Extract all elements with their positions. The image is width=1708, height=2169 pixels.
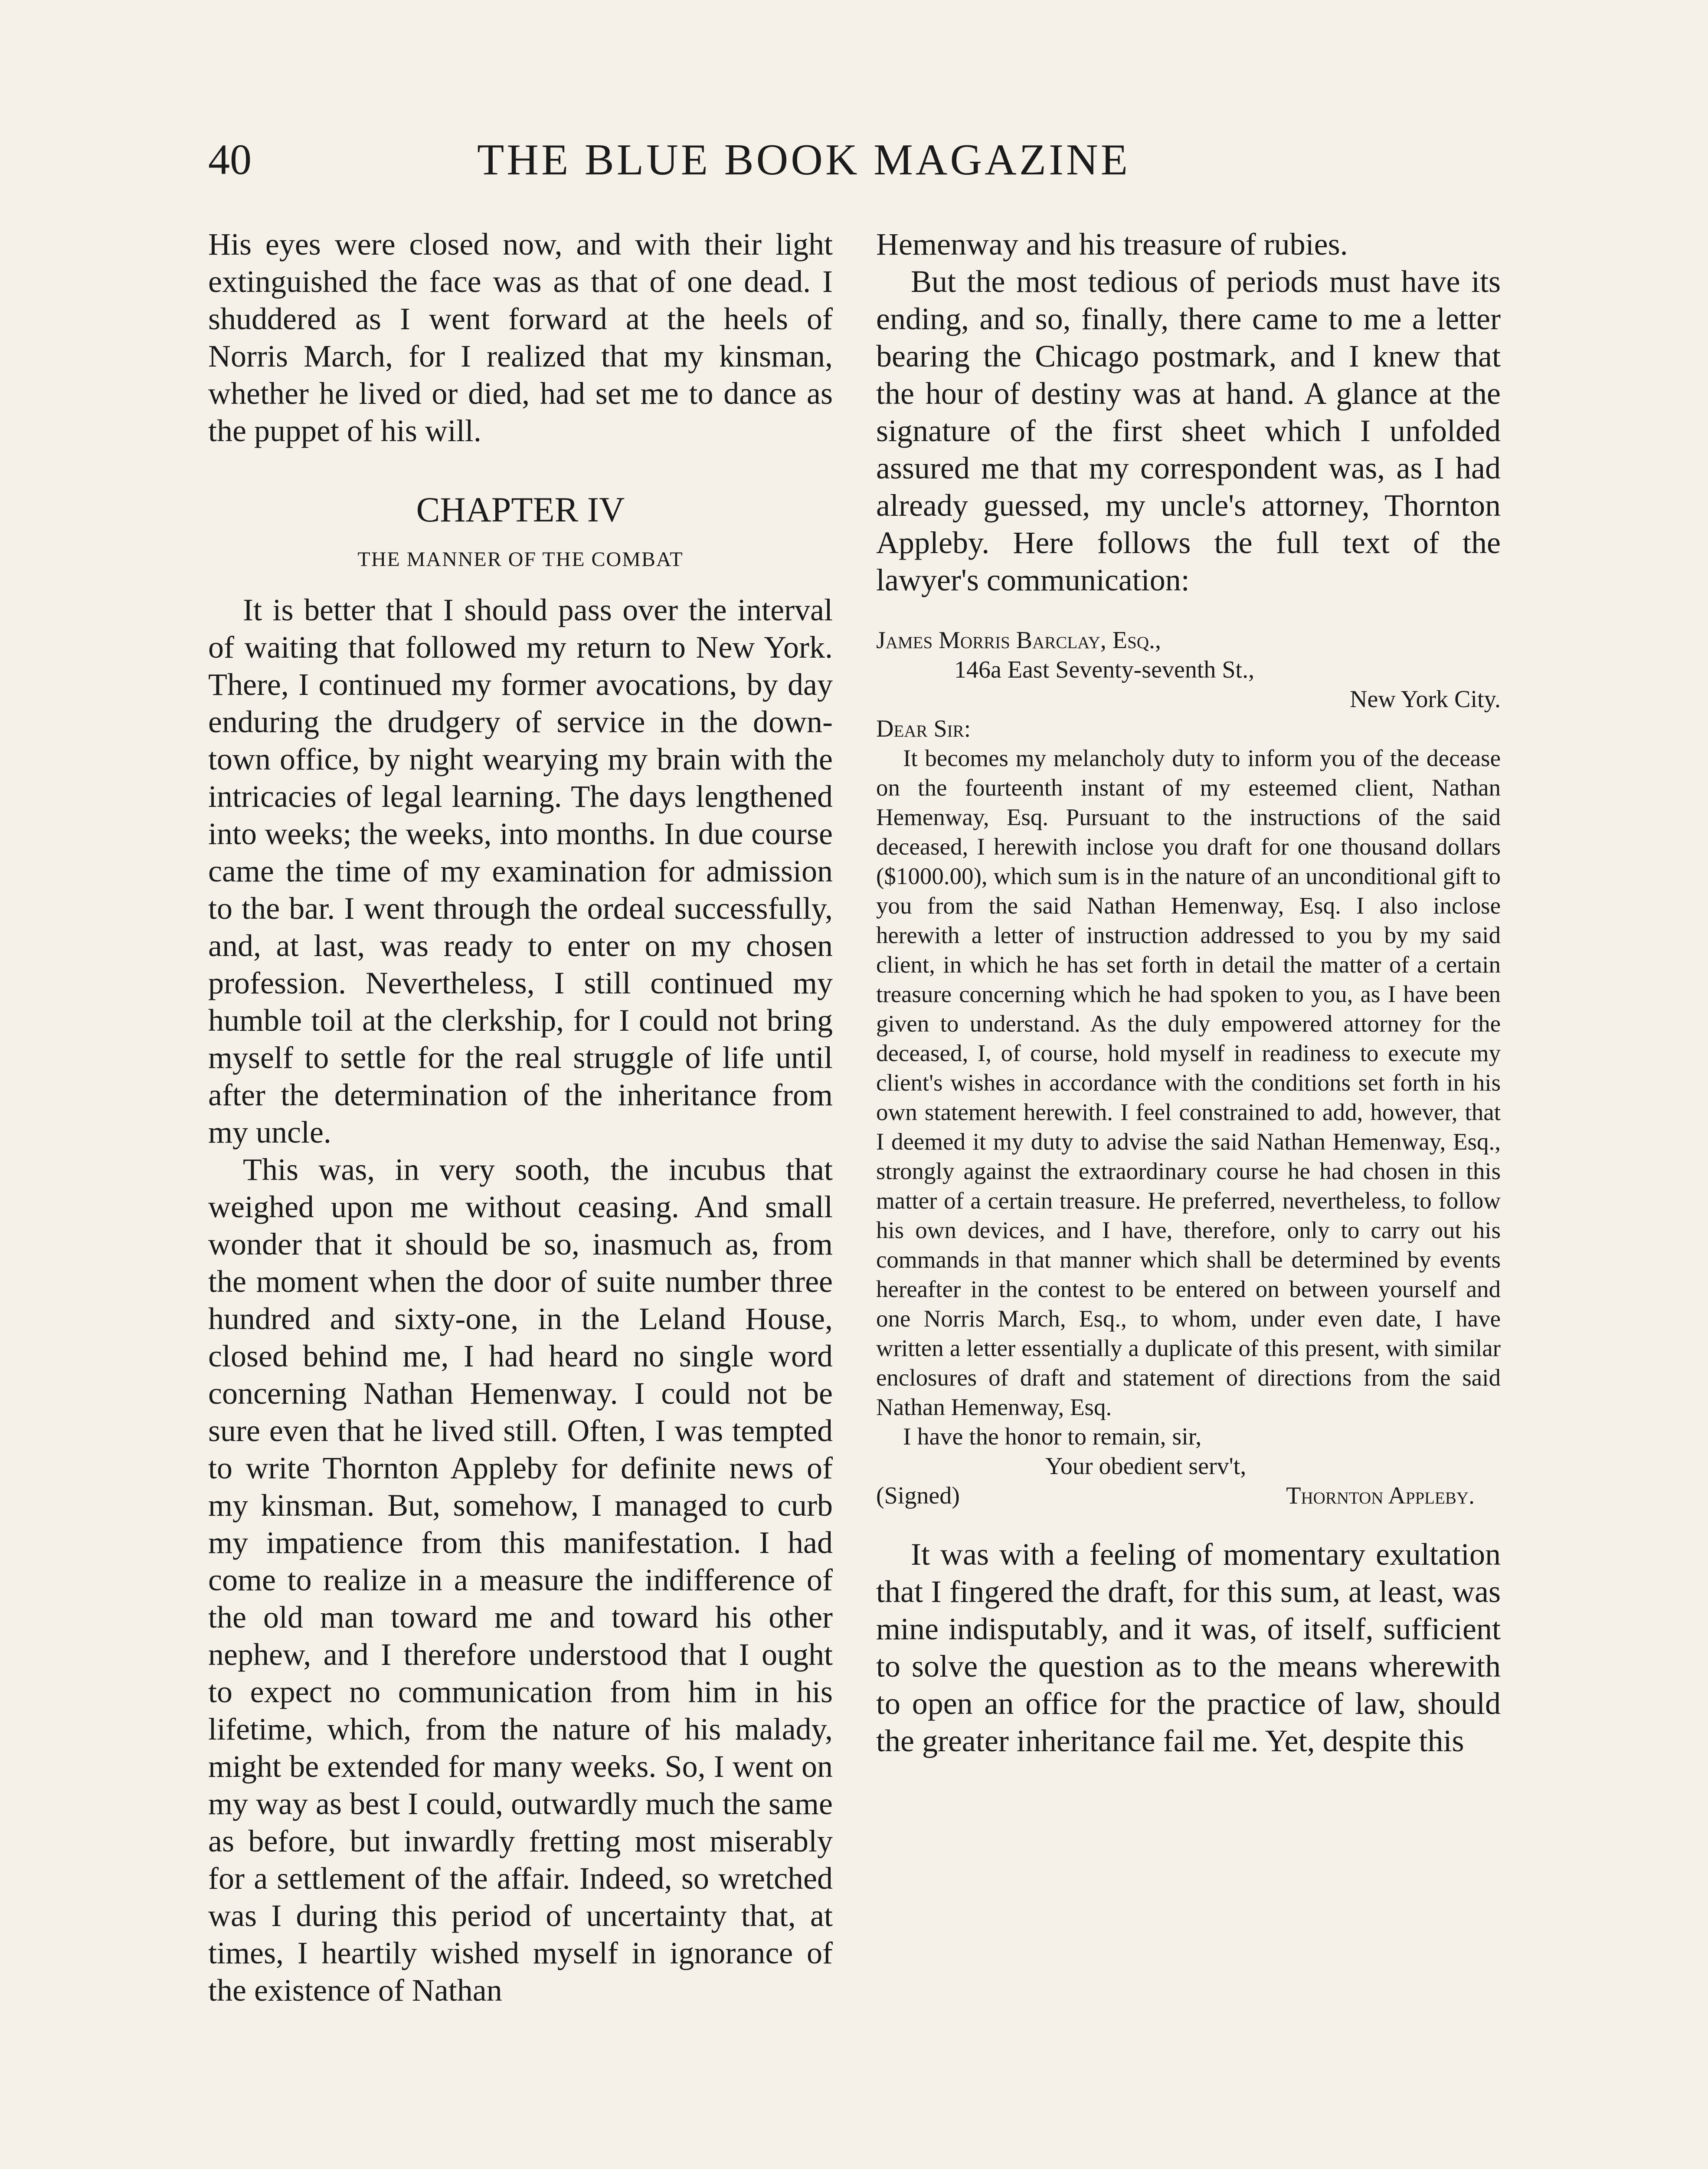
signature: Thornton Appleby. <box>1286 1482 1475 1509</box>
letter-body: It becomes my melancholy duty to inform you of the decease on the fourteenth instant of my esteemed client, Nathan Hemenway, Esq. Pursuant to the instructions of the said deceased, I herewith inclose you draft for one thousand dollars ($1000.00), which sum is in the nature of an unconditional gift to you from the said Nathan Hemenway, Esq. I also inclose herewith a letter of instruction addressed to you by my said client, in which he has set forth in detail the matter of a certain treasure concerning which he had spoken to you, as I have been given to understand. As the duly empowered attorney for the deceased, I, of course, hold myself in readiness to execute my client's wishes in accordance with the conditions set forth in his own statement herewith. I feel constrained to add, however, that I deemed it my duty to advise the said Nathan Hemenway, Esq., strongly against the extraordinary course he had chosen in this matter of a certain treasure. He preferred, nevertheless, to follow his own devices, and I have, therefore, only to carry out his commands in that manner which shall be determined by events hereafter in the contest to be entered on between yourself and one Norris March, Esq., to whom, under even date, I have written a letter essentially a duplicate of this present, with similar enclosures of draft and statement of directions from the said Nathan Hemenway, Esq. <box>876 745 1501 1420</box>
chapter-title: CHAPTER IV <box>416 490 625 529</box>
letter-address-line: 146a East Seventy-seventh St., <box>954 656 1255 683</box>
letter <box>876 626 1501 1510</box>
magazine-title: THE BLUE BOOK MAGAZINE <box>477 135 1131 184</box>
chapter-subtitle: THE MANNER OF THE COMBAT <box>357 548 684 571</box>
letter-addressee: James Morris Barclay, Esq., <box>876 627 1161 654</box>
signed-label: (Signed) <box>876 1482 960 1509</box>
paragraph: His eyes were closed now, and with their light extinguished the face was as that of one dead. I shuddered as I went forward at the heels of Norris March, for I realized that my kinsman, whether he lived or died, had set me to dance as the puppet of his will. <box>208 227 833 448</box>
letter-closing: I have the honor to remain, sir, <box>903 1423 1202 1450</box>
left-column <box>208 226 833 2009</box>
paragraph: This was, in very sooth, the incubus that weighed upon me without ceasing. And small wonder that it should be so, inasmuch as, from the moment when the door of suite number three hundred and sixty-one, in the Leland House, closed behind me, I had heard no single word concerning Nathan Hemenway. I could not be sure even that he lived still. Often, I was tempted to write Thornton Appleby for definite news of my kinsman. But, somehow, I managed to curb my impatience from this manifestation. I had come to realize in a measure the indifference of the old man toward me and toward his other nephew, and I therefore understood that I ought to expect no communication from him in his lifetime, which, from the nature of his malady, might be extended for many weeks. So, I went on my way as best I could, outwardly much the same as before, but inwardly fretting most miserably for a settlement of the affair. Indeed, so wretched was I during this period of uncertainty that, at times, I heartily wished myself in ignorance of the existence of Nathan <box>208 1152 833 2008</box>
letter-address-line: New York City. <box>1350 686 1501 713</box>
paragraph: But the most tedious of periods must have its ending, and so, finally, there came to me a letter bearing the Chicago postmark, and I knew that the hour of destiny was at hand. A glance at the signature of the first sheet which I unfolded assured me that my correspondent was, as I had already guessed, my uncle's attorney, Thornton Appleby. Here follows the full text of the lawyer's communication: <box>876 264 1501 597</box>
paragraph: Hemenway and his treasure of rubies. <box>876 227 1348 262</box>
letter-salutation: Dear Sir: <box>876 715 971 742</box>
letter-closing: Your obedient serv't, <box>1045 1453 1247 1480</box>
paragraph: It is better that I should pass over the interval of waiting that followed my return to New York. There, I continued my former avocations, by day enduring the drudgery of service in the down-town office, by night wearying my brain with the intricacies of legal learning. The days lengthened into weeks; the weeks, into months. In due course came the time of my examination for admission to the bar. I went through the ordeal successfully, and, at last, was ready to enter on my chosen profession. Nevertheless, I still continued my humble toil at the clerkship, for I could not bring myself to settle for the real struggle of life until after the determination of the inheritance from my uncle. <box>208 593 833 1150</box>
right-column <box>876 226 1501 1759</box>
paragraph: It was with a feeling of momentary exultation that I fingered the draft, for this sum, at least, was mine indisputably, and it was, of itself, sufficient to solve the question as to the means wherewith to open an office for the practice of law, should the greater inheritance fail me. Yet, despite this <box>876 1537 1501 1758</box>
page-header <box>208 130 1509 204</box>
page-number: 40 <box>208 135 252 183</box>
letter-signature-line <box>876 1481 1501 1510</box>
